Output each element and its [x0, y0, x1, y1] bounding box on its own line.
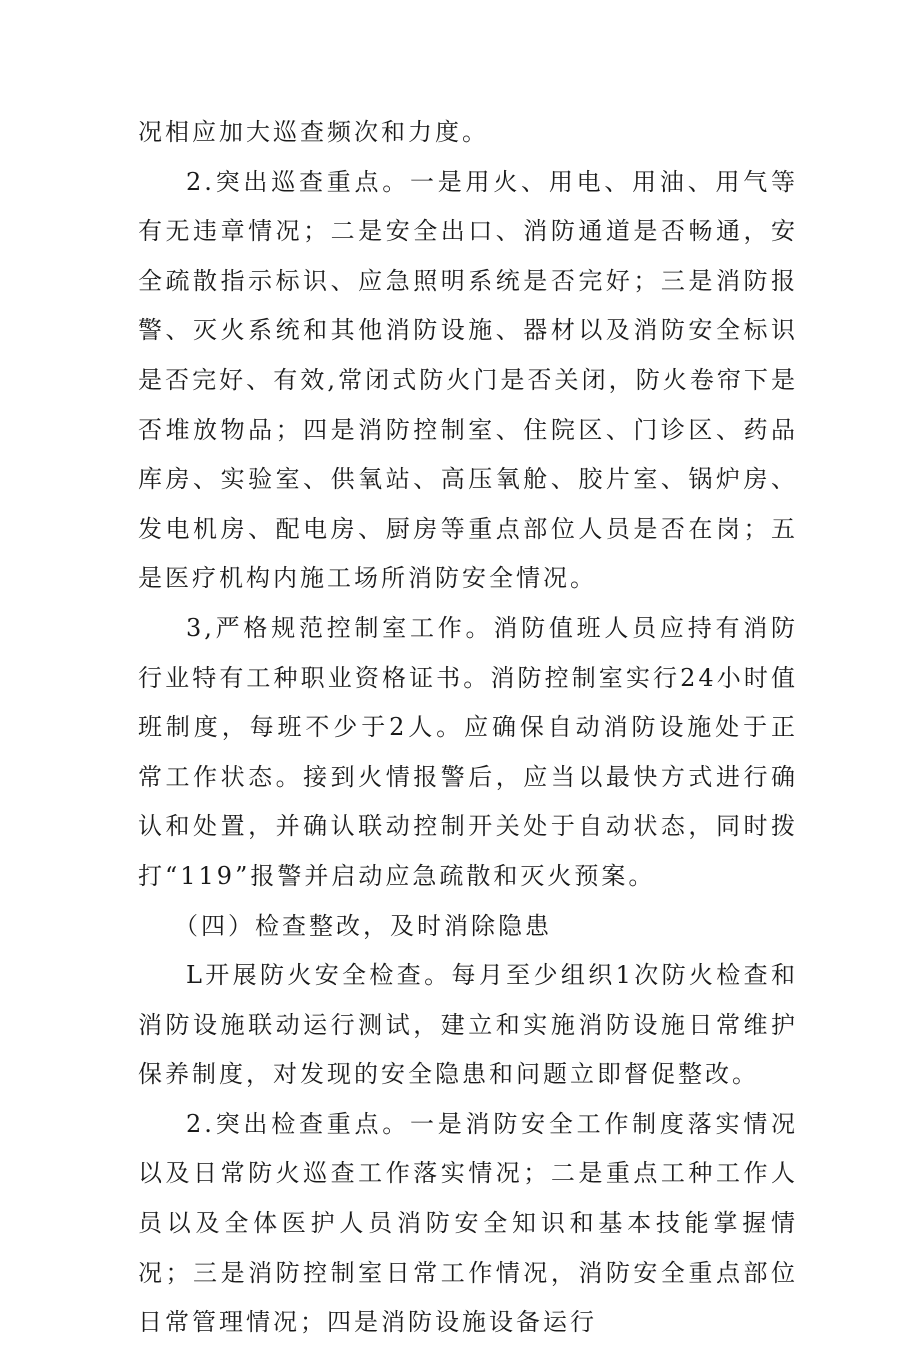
body-text: [138, 108, 798, 1348]
paragraph-patrol-focus: 2.突出巡查重点。一是用火、用电、用油、用气等有无违章情况；二是安全出口、消防通道是否畅通，安全疏散指示标识、应急照明系统是否完好；三是消防报警、灭火系统和其他消防设施、器材以及消防安全标识是否完好、有效,常闭式防火门是否关闭，防火卷帘下是否堆放物品；四是消防控制室、住院区、门诊区、药品库房、实验室、供氧站、高压氧舱、胶片室、锅炉房、发电机房、配电房、厨房等重点部位人员是否在岗；五是医疗机构内施工场所消防安全情况。: [138, 167, 798, 593]
paragraph-inspection-focus: 2.突出检查重点。一是消防安全工作制度落实情况以及日常防火巡查工作落实情况；二是重点工种工作人员以及全体医护人员消防安全知识和基本技能掌握情况；三是消防控制室日常工作情况，消防安全重点部位日常管理情况；四是消防设施设备运行: [138, 1109, 798, 1337]
section-heading: （四）检查整改，及时消除隐患: [174, 911, 552, 940]
paragraph-control-room: 3,严格规范控制室工作。消防值班人员应持有消防行业特有工种职业资格证书。消防控制室实行24小时值班制度，每班不少于2人。应确保自动消防设施处于正常工作状态。接到火情报警后，应当以最快方式进行确认和处置，并确认联动控制开关处于自动状态，同时拨打“119”报警并启动应急疏散和灭火预案。: [138, 613, 798, 890]
paragraph-continued: 况相应加大巡查频次和力度。: [138, 118, 489, 146]
paragraph-inspection: L开展防火安全检查。每月至少组织1次防火检查和消防设施联动运行测试，建立和实施消防设施日常维护保养制度，对发现的安全隐患和问题立即督促整改。: [138, 961, 798, 1089]
